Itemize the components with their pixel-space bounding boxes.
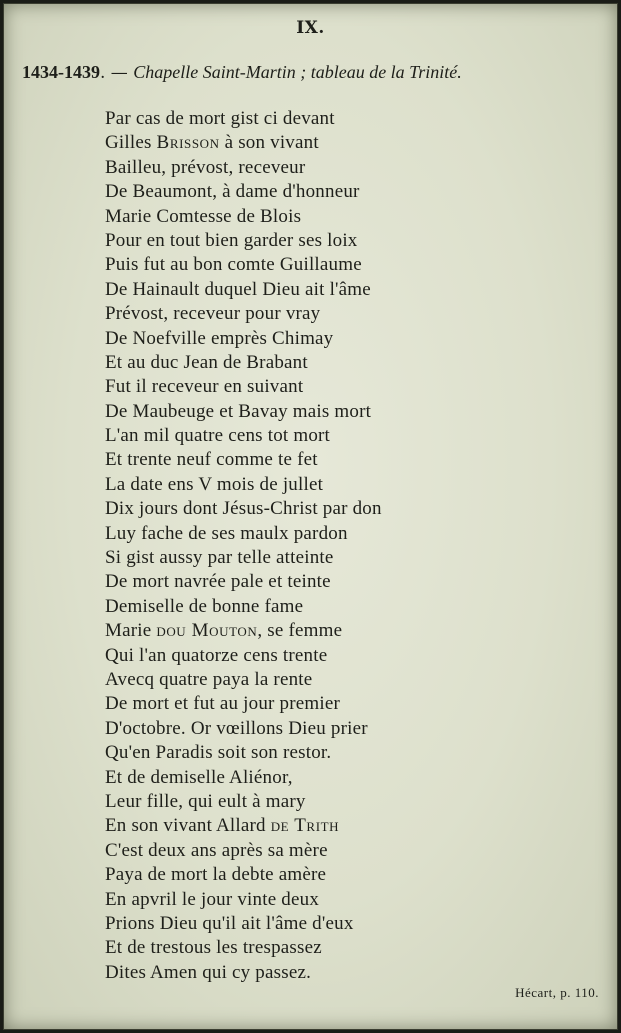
poem-text: Si gist aussy par telle atteinte: [105, 547, 334, 569]
poem-text: Et de demiselle Aliénor,: [105, 766, 293, 788]
poem-line: [105, 546, 382, 570]
poem-text: , se femme: [257, 620, 343, 642]
heading-title: Chapelle Saint-Martin ; tableau de la Trinité.: [133, 62, 462, 82]
poem-text: De Maubeuge et Bavay mais mort: [105, 400, 372, 422]
poem-line: [105, 400, 382, 424]
poem-text: Gilles: [105, 132, 157, 154]
poem-text: D'octobre. Or vœillons Dieu prier: [105, 717, 368, 739]
poem-text: Dix jours dont Jésus-Christ par don: [105, 498, 382, 520]
poem-text: De mort navrée pale et teinte: [105, 571, 331, 593]
inscription-heading: [22, 62, 612, 83]
heading-years: 1434-1439: [22, 62, 100, 82]
poem-line: [105, 912, 382, 936]
poem-line: [105, 327, 382, 351]
source-citation: Hécart, p. 110.: [515, 985, 599, 1000]
poem-text: Prions Dieu qu'il ait l'âme d'eux: [105, 912, 354, 934]
poem-text: Prévost, receveur pour vray: [105, 303, 321, 325]
poem-line: [105, 888, 382, 912]
poem-text: à son vivant: [219, 132, 319, 154]
poem-line: [105, 814, 382, 838]
poem-line: [105, 766, 382, 790]
poem-line: [105, 107, 382, 131]
section-numeral: IX.: [296, 18, 325, 38]
poem-text: Pour en tout bien garder ses loix: [105, 229, 358, 251]
poem-line: [105, 936, 382, 960]
poem-line: [105, 351, 382, 375]
poem-line: [105, 473, 382, 497]
proper-name: dou Mouton: [156, 620, 258, 642]
poem-text: Qui l'an quatorze cens trente: [105, 644, 328, 666]
poem-line: [105, 424, 382, 448]
poem-text: Paya de mort la debte amère: [105, 864, 327, 886]
poem-text: En apvril le jour vinte deux: [105, 888, 320, 910]
poem-text: Luy fache de ses maulx pardon: [105, 522, 348, 544]
poem-line: [105, 961, 382, 985]
poem-text: Avecq quatre paya la rente: [105, 668, 313, 690]
poem-text: De mort et fut au jour premier: [105, 693, 340, 715]
poem-line: [105, 595, 382, 619]
poem-line: [105, 863, 382, 887]
poem-text: Dites Amen qui cy passez.: [105, 961, 312, 983]
poem-line: [105, 302, 382, 326]
poem-line: [105, 448, 382, 472]
proper-name: Brisson: [156, 132, 220, 154]
poem-line: [105, 253, 382, 277]
poem-text: L'an mil quatre cens tot mort: [105, 425, 331, 447]
poem-text: Marie: [105, 620, 157, 642]
poem-line: [105, 570, 382, 594]
epitaph-poem: [105, 107, 382, 985]
poem-line: [105, 156, 382, 180]
document-page: [3, 3, 618, 1030]
poem-text: Leur fille, qui eult à mary: [105, 790, 306, 812]
proper-name: de Trith: [270, 815, 340, 837]
poem-text: Demiselle de bonne fame: [105, 595, 304, 617]
poem-line: [105, 131, 382, 155]
poem-text: C'est deux ans après sa mère: [105, 839, 328, 861]
heading-separator: . —: [100, 63, 134, 83]
poem-line: [105, 619, 382, 643]
poem-line: [105, 278, 382, 302]
poem-text: Puis fut au bon comte Guillaume: [105, 254, 362, 276]
poem-text: Et au duc Jean de Brabant: [105, 351, 308, 373]
poem-text: La date ens V mois de jullet: [105, 473, 324, 495]
poem-text: Et trente neuf comme te fet: [105, 449, 318, 471]
poem-text: Qu'en Paradis soit son restor.: [105, 742, 332, 764]
poem-text: Par cas de mort gist ci devant: [105, 108, 335, 129]
poem-text: De Beaumont, à dame d'honneur: [105, 181, 360, 203]
poem-line: [105, 741, 382, 765]
poem-text: De Hainault duquel Dieu ait l'âme: [105, 278, 371, 300]
poem-text: Bailleu, prévost, receveur: [105, 156, 306, 178]
poem-line: [105, 644, 382, 668]
poem-line: [105, 668, 382, 692]
poem-line: [105, 790, 382, 814]
poem-line: [105, 375, 382, 399]
poem-text: Marie Comtesse de Blois: [105, 205, 302, 227]
poem-text: De Noefville emprès Chimay: [105, 327, 334, 349]
poem-line: [105, 229, 382, 253]
poem-text: Fut il receveur en suivant: [105, 376, 304, 398]
poem-line: [105, 717, 382, 741]
poem-line: [105, 522, 382, 546]
poem-text: Et de trestous les trespassez: [105, 937, 322, 959]
poem-line: [105, 497, 382, 521]
poem-line: [105, 692, 382, 716]
poem-line: [105, 839, 382, 863]
poem-text: En son vivant Allard: [105, 815, 271, 837]
poem-line: [105, 205, 382, 229]
poem-line: [105, 180, 382, 204]
